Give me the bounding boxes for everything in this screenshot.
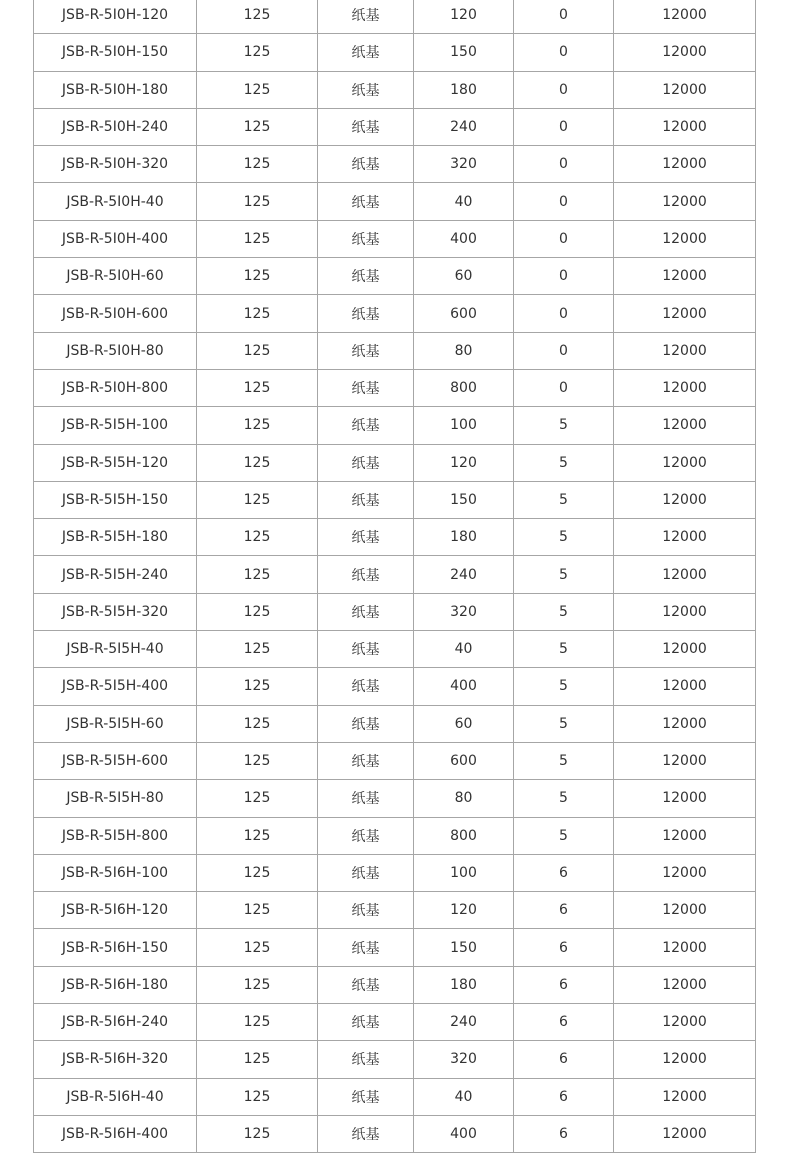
material-cell: 纸基	[318, 71, 414, 108]
model-cell: JSB-R-5I6H-320	[34, 1041, 197, 1078]
model-cell: JSB-R-5I5H-600	[34, 742, 197, 779]
spec-cell: 125	[197, 1078, 318, 1115]
material-cell: 纸基	[318, 34, 414, 71]
spec-cell: 125	[197, 631, 318, 668]
value-cell: 5	[514, 780, 614, 817]
material-cell: 纸基	[318, 407, 414, 444]
spec-cell: 125	[197, 71, 318, 108]
material-cell: 纸基	[318, 146, 414, 183]
quantity-cell: 12000	[614, 892, 756, 929]
table-row	[34, 892, 756, 929]
table-row	[34, 369, 756, 406]
size-cell: 800	[414, 369, 514, 406]
spec-cell: 125	[197, 220, 318, 257]
model-cell: JSB-R-5I0H-120	[34, 0, 197, 34]
value-cell: 6	[514, 1078, 614, 1115]
material-cell: 纸基	[318, 892, 414, 929]
size-cell: 240	[414, 556, 514, 593]
value-cell: 6	[514, 854, 614, 891]
table-row	[34, 1004, 756, 1041]
size-cell: 150	[414, 929, 514, 966]
material-cell: 纸基	[318, 295, 414, 332]
table-row	[34, 668, 756, 705]
spec-cell: 125	[197, 705, 318, 742]
material-cell: 纸基	[318, 332, 414, 369]
model-cell: JSB-R-5I5H-120	[34, 444, 197, 481]
model-cell: JSB-R-5I5H-150	[34, 481, 197, 518]
quantity-cell: 12000	[614, 332, 756, 369]
quantity-cell: 12000	[614, 444, 756, 481]
material-cell: 纸基	[318, 1078, 414, 1115]
model-cell: JSB-R-5I5H-800	[34, 817, 197, 854]
model-cell: JSB-R-5I5H-40	[34, 631, 197, 668]
spec-cell: 125	[197, 295, 318, 332]
spec-cell: 125	[197, 407, 318, 444]
model-cell: JSB-R-5I5H-240	[34, 556, 197, 593]
size-cell: 320	[414, 146, 514, 183]
model-cell: JSB-R-5I6H-150	[34, 929, 197, 966]
quantity-cell: 12000	[614, 71, 756, 108]
value-cell: 6	[514, 1115, 614, 1152]
size-cell: 100	[414, 407, 514, 444]
quantity-cell: 12000	[614, 854, 756, 891]
table-row	[34, 332, 756, 369]
material-cell: 纸基	[318, 1041, 414, 1078]
value-cell: 6	[514, 966, 614, 1003]
size-cell: 320	[414, 1041, 514, 1078]
quantity-cell: 12000	[614, 929, 756, 966]
table-row	[34, 742, 756, 779]
material-cell: 纸基	[318, 108, 414, 145]
quantity-cell: 12000	[614, 34, 756, 71]
value-cell: 0	[514, 258, 614, 295]
quantity-cell: 12000	[614, 220, 756, 257]
spec-cell: 125	[197, 780, 318, 817]
size-cell: 400	[414, 220, 514, 257]
size-cell: 600	[414, 742, 514, 779]
model-cell: JSB-R-5I0H-150	[34, 34, 197, 71]
model-cell: JSB-R-5I0H-60	[34, 258, 197, 295]
model-cell: JSB-R-5I6H-120	[34, 892, 197, 929]
material-cell: 纸基	[318, 705, 414, 742]
size-cell: 120	[414, 0, 514, 34]
value-cell: 6	[514, 929, 614, 966]
size-cell: 320	[414, 593, 514, 630]
material-cell: 纸基	[318, 444, 414, 481]
model-cell: JSB-R-5I0H-180	[34, 71, 197, 108]
spec-cell: 125	[197, 1115, 318, 1152]
material-cell: 纸基	[318, 742, 414, 779]
quantity-cell: 12000	[614, 407, 756, 444]
size-cell: 240	[414, 1004, 514, 1041]
model-cell: JSB-R-5I6H-40	[34, 1078, 197, 1115]
size-cell: 100	[414, 854, 514, 891]
quantity-cell: 12000	[614, 966, 756, 1003]
value-cell: 5	[514, 481, 614, 518]
quantity-cell: 12000	[614, 556, 756, 593]
material-cell: 纸基	[318, 220, 414, 257]
spec-cell: 125	[197, 593, 318, 630]
quantity-cell: 12000	[614, 668, 756, 705]
table-row	[34, 1115, 756, 1152]
spec-cell: 125	[197, 929, 318, 966]
value-cell: 0	[514, 183, 614, 220]
model-cell: JSB-R-5I5H-320	[34, 593, 197, 630]
size-cell: 180	[414, 519, 514, 556]
model-cell: JSB-R-5I5H-100	[34, 407, 197, 444]
value-cell: 0	[514, 34, 614, 71]
value-cell: 5	[514, 407, 614, 444]
table-row	[34, 220, 756, 257]
value-cell: 0	[514, 295, 614, 332]
material-cell: 纸基	[318, 631, 414, 668]
material-cell: 纸基	[318, 556, 414, 593]
value-cell: 0	[514, 0, 614, 34]
value-cell: 5	[514, 631, 614, 668]
model-cell: JSB-R-5I5H-180	[34, 519, 197, 556]
model-cell: JSB-R-5I5H-80	[34, 780, 197, 817]
material-cell: 纸基	[318, 668, 414, 705]
quantity-cell: 12000	[614, 742, 756, 779]
model-cell: JSB-R-5I5H-60	[34, 705, 197, 742]
material-cell: 纸基	[318, 966, 414, 1003]
value-cell: 5	[514, 742, 614, 779]
size-cell: 180	[414, 71, 514, 108]
spec-cell: 125	[197, 742, 318, 779]
table-row	[34, 966, 756, 1003]
quantity-cell: 12000	[614, 146, 756, 183]
value-cell: 5	[514, 556, 614, 593]
quantity-cell: 12000	[614, 593, 756, 630]
table-row	[34, 295, 756, 332]
spec-cell: 125	[197, 34, 318, 71]
material-cell: 纸基	[318, 519, 414, 556]
size-cell: 400	[414, 1115, 514, 1152]
size-cell: 150	[414, 34, 514, 71]
material-cell: 纸基	[318, 369, 414, 406]
value-cell: 6	[514, 892, 614, 929]
material-cell: 纸基	[318, 1004, 414, 1041]
table-row	[34, 34, 756, 71]
size-cell: 120	[414, 892, 514, 929]
table-row	[34, 481, 756, 518]
model-cell: JSB-R-5I0H-40	[34, 183, 197, 220]
spec-cell: 125	[197, 0, 318, 34]
material-cell: 纸基	[318, 780, 414, 817]
material-cell: 纸基	[318, 854, 414, 891]
quantity-cell: 12000	[614, 295, 756, 332]
material-cell: 纸基	[318, 1115, 414, 1152]
table-row	[34, 631, 756, 668]
table-row	[34, 780, 756, 817]
value-cell: 0	[514, 108, 614, 145]
size-cell: 80	[414, 332, 514, 369]
table-row	[34, 146, 756, 183]
quantity-cell: 12000	[614, 631, 756, 668]
model-cell: JSB-R-5I0H-80	[34, 332, 197, 369]
spec-cell: 125	[197, 183, 318, 220]
table-row	[34, 1041, 756, 1078]
spec-cell: 125	[197, 817, 318, 854]
value-cell: 0	[514, 369, 614, 406]
spec-cell: 125	[197, 892, 318, 929]
spec-cell: 125	[197, 854, 318, 891]
table-row	[34, 444, 756, 481]
model-cell: JSB-R-5I6H-180	[34, 966, 197, 1003]
material-cell: 纸基	[318, 481, 414, 518]
quantity-cell: 12000	[614, 108, 756, 145]
size-cell: 180	[414, 966, 514, 1003]
value-cell: 5	[514, 444, 614, 481]
table-row	[34, 0, 756, 34]
quantity-cell: 12000	[614, 817, 756, 854]
quantity-cell: 12000	[614, 1078, 756, 1115]
table-row	[34, 108, 756, 145]
table-row	[34, 817, 756, 854]
spec-cell: 125	[197, 668, 318, 705]
material-cell: 纸基	[318, 183, 414, 220]
size-cell: 150	[414, 481, 514, 518]
product-spec-table	[33, 0, 756, 1153]
value-cell: 5	[514, 817, 614, 854]
spec-cell: 125	[197, 519, 318, 556]
value-cell: 0	[514, 146, 614, 183]
table-row	[34, 183, 756, 220]
value-cell: 5	[514, 668, 614, 705]
table-row	[34, 556, 756, 593]
table-row	[34, 407, 756, 444]
spec-cell: 125	[197, 481, 318, 518]
quantity-cell: 12000	[614, 705, 756, 742]
size-cell: 800	[414, 817, 514, 854]
spec-cell: 125	[197, 966, 318, 1003]
value-cell: 5	[514, 519, 614, 556]
spec-cell: 125	[197, 146, 318, 183]
model-cell: JSB-R-5I0H-240	[34, 108, 197, 145]
size-cell: 40	[414, 631, 514, 668]
table-row	[34, 519, 756, 556]
table-row	[34, 929, 756, 966]
model-cell: JSB-R-5I6H-400	[34, 1115, 197, 1152]
quantity-cell: 12000	[614, 481, 756, 518]
quantity-cell: 12000	[614, 1004, 756, 1041]
model-cell: JSB-R-5I6H-240	[34, 1004, 197, 1041]
quantity-cell: 12000	[614, 258, 756, 295]
spec-cell: 125	[197, 258, 318, 295]
value-cell: 0	[514, 220, 614, 257]
size-cell: 60	[414, 258, 514, 295]
spec-cell: 125	[197, 1041, 318, 1078]
material-cell: 纸基	[318, 258, 414, 295]
value-cell: 6	[514, 1041, 614, 1078]
quantity-cell: 12000	[614, 369, 756, 406]
table-row	[34, 258, 756, 295]
spec-cell: 125	[197, 556, 318, 593]
size-cell: 400	[414, 668, 514, 705]
material-cell: 纸基	[318, 929, 414, 966]
size-cell: 120	[414, 444, 514, 481]
value-cell: 6	[514, 1004, 614, 1041]
quantity-cell: 12000	[614, 519, 756, 556]
spec-cell: 125	[197, 108, 318, 145]
size-cell: 40	[414, 1078, 514, 1115]
table-body	[34, 0, 756, 1153]
model-cell: JSB-R-5I0H-320	[34, 146, 197, 183]
material-cell: 纸基	[318, 593, 414, 630]
table-row	[34, 854, 756, 891]
model-cell: JSB-R-5I6H-100	[34, 854, 197, 891]
material-cell: 纸基	[318, 0, 414, 34]
quantity-cell: 12000	[614, 1115, 756, 1152]
value-cell: 0	[514, 332, 614, 369]
model-cell: JSB-R-5I0H-800	[34, 369, 197, 406]
value-cell: 0	[514, 71, 614, 108]
table-row	[34, 71, 756, 108]
table-row	[34, 593, 756, 630]
spec-cell: 125	[197, 369, 318, 406]
value-cell: 5	[514, 593, 614, 630]
table-row	[34, 705, 756, 742]
model-cell: JSB-R-5I0H-400	[34, 220, 197, 257]
size-cell: 40	[414, 183, 514, 220]
table-row	[34, 1078, 756, 1115]
quantity-cell: 12000	[614, 780, 756, 817]
model-cell: JSB-R-5I5H-400	[34, 668, 197, 705]
spec-cell: 125	[197, 1004, 318, 1041]
spec-cell: 125	[197, 332, 318, 369]
size-cell: 240	[414, 108, 514, 145]
quantity-cell: 12000	[614, 0, 756, 34]
spec-cell: 125	[197, 444, 318, 481]
material-cell: 纸基	[318, 817, 414, 854]
size-cell: 600	[414, 295, 514, 332]
quantity-cell: 12000	[614, 1041, 756, 1078]
value-cell: 5	[514, 705, 614, 742]
quantity-cell: 12000	[614, 183, 756, 220]
size-cell: 60	[414, 705, 514, 742]
size-cell: 80	[414, 780, 514, 817]
model-cell: JSB-R-5I0H-600	[34, 295, 197, 332]
